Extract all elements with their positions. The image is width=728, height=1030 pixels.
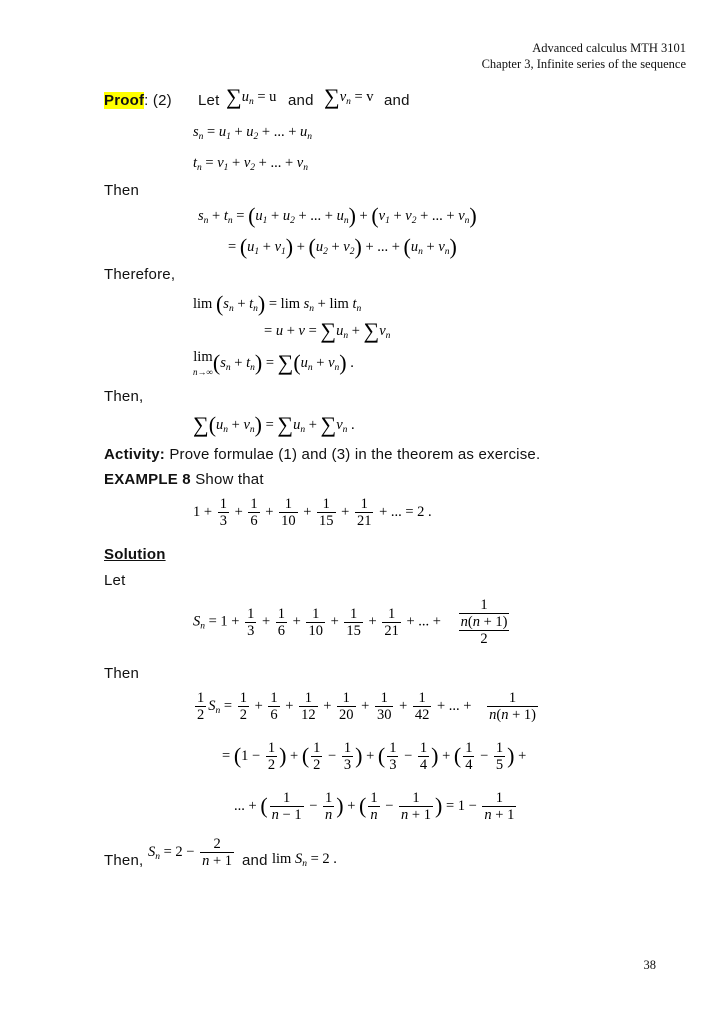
activity-text: Prove formulae (1) and (3) in the theorem as exercise. — [164, 446, 541, 463]
equation-Sn-closed-form: $S_n = 2$ − $\frac{2}{n + 1}$ — [148, 836, 233, 869]
proof-number: : (2) — [144, 92, 172, 109]
equation-limit-Sn: $\lim S_n = 2$ . — [272, 851, 337, 869]
solution-heading: Solution — [104, 546, 166, 563]
equation-sum-u: $\sum u_n = u$ — [226, 84, 277, 109]
then-label-4: Then, — [104, 852, 144, 869]
and-label-3: and — [242, 852, 268, 869]
then-label-1: Then — [104, 182, 139, 199]
equation-limit-values: = $u + v = \sum u_n + \sum v_n$ — [264, 318, 391, 343]
equation-sum-expansion: $s_n + t_n = (u_1 + u_2$ + ... + $u_n) + (v_1 + v_2$ + ... + $v_n$) — [198, 203, 477, 228]
equation-limit-series: lim $n\to\infty(s_n + t_n) = \sum(u_n + v_n)$ . — [193, 349, 354, 377]
then-label-3: Then — [104, 665, 139, 682]
let-label: Let — [104, 572, 126, 589]
proof-and-2: and — [384, 92, 410, 109]
header-chapter: Chapter 3, Infinite series of the sequence — [481, 57, 686, 71]
proof-label: Proof — [104, 92, 145, 109]
equation-example-statement: 1 + $\frac{1}{3}$ + $\frac{1}{6}$ + $\frac{1}{10}$ + $\frac{1}{15}$ + $\frac{1}{21}$ + ... = 2 . — [193, 496, 432, 529]
activity-label: Activity: — [104, 446, 165, 463]
example-heading — [104, 471, 264, 488]
sum-v-value: = v — [354, 89, 374, 105]
running-header — [482, 40, 686, 72]
example-text: Show that — [190, 471, 264, 488]
proof-heading — [104, 92, 172, 109]
sum-u-value: = u — [257, 89, 277, 105]
therefore-label: Therefore, — [104, 266, 176, 283]
then-label-2: Then, — [104, 388, 144, 405]
activity-paragraph — [104, 446, 540, 463]
example-label: EXAMPLE 8 — [104, 471, 191, 488]
equation-limit-sum: $\lim (s_n + t_n) = \lim s_n + \lim t_n$ — [193, 291, 362, 316]
proof-and-1: and — [288, 92, 314, 109]
equation-half-Sn: $\frac{1}{2}$ $S_n$ = $\frac{1}{2}$ + $\frac{1}{6}$ + $\frac{1}{12}$ + $\frac{1}{20}$ + $\frac{1}{30}$ + $\frac{1}{42}$ + ... + $\frac{1}{n(n + 1)}$ — [197, 690, 536, 723]
equation-tn-def: $t_n = v_1 + v_2$ + ... + $v_n$ — [193, 155, 308, 173]
equation-telescoping-2: ... + ( $\frac{1}{n - 1}$ − $\frac{1}{n}$ ) + ( $\frac{1}{n}$ − $\frac{1}{n + 1}$ ) = 1 − $\frac{1}{n + 1}$ — [234, 790, 515, 823]
header-course: Advanced calculus MTH 3101 — [532, 41, 686, 55]
equation-Sn-def: $S_n = 1$ + $\frac{1}{3}$ + $\frac{1}{6}$ + $\frac{1}{10}$ + $\frac{1}{15}$ + $\frac{1}{21}$ + ... + 1 n(n + 1) 2 — [193, 597, 508, 647]
equation-telescoping-1: = (1 − $\frac{1}{2}$ ) + ( $\frac{1}{2}$ − $\frac{1}{3}$ ) + ( $\frac{1}{3}$ − $\frac{1}{4}$ ) + ( $\frac{1}{4}$ − $\frac{1}{5}$ ) + — [222, 740, 527, 773]
equation-sn-def: $s_n = u_1 + u_2$ + ... + $u_n$ — [193, 124, 313, 142]
proof-let: Let — [198, 92, 220, 109]
equation-conclusion: $\sum(u_n + v_n) = \sum u_n + \sum v_n$ . — [193, 412, 355, 437]
equation-sum-v: $\sum v_n = v$ — [324, 84, 374, 109]
page-number: 38 — [643, 958, 656, 972]
equation-sum-regroup: = $(u_1 + v_1) + (u_2 + v_2)$ + ... + $(u_n + v_n)$ — [228, 234, 457, 259]
